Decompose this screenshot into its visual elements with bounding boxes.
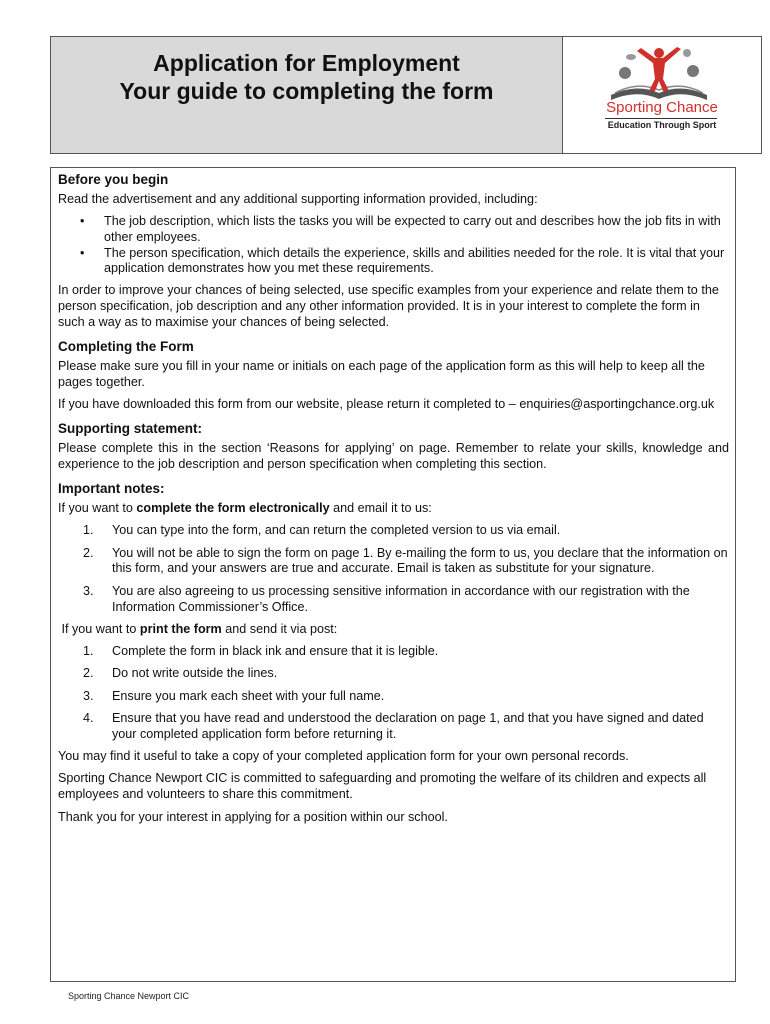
completing-paragraph-1: Please make sure you fill in your name or initials on each page of the application form as this will help to keep all the pages together. <box>58 358 705 389</box>
logo-divider <box>605 118 717 119</box>
commitment-note: Sporting Chance Newport CIC is committed to safeguarding and promoting the welfare of its children and expects all employees and volunteers to share this commitment. <box>58 771 707 802</box>
print-intro: If you want to print the form and send it via post: <box>58 621 338 636</box>
page-footer: Sporting Chance Newport CIC <box>68 991 190 1001</box>
list-item: 4. Ensure that you have read and understood the declaration on page 1, and that you have signed and dated your completed application form before returning it. <box>83 711 704 741</box>
logo <box>563 37 761 153</box>
list-item: 1. You can type into the form, and can return the completed version to us via email. <box>83 523 561 538</box>
list-item: 2. You will not be able to sign the form on page 1. By e-mailing the form to us, you declare that the information on this form, and your answers are true and accurate. Email is taken as substitute for your signature. <box>83 545 728 576</box>
before-bullet-list <box>58 214 729 277</box>
print-emphasis: print the form <box>139 621 222 636</box>
logo-name: Sporting Chance <box>606 99 718 116</box>
list-item: 1. Complete the form in black ink and ensure that it is legible. <box>83 644 439 659</box>
thanks-note: Thank you for your interest in applying for a position within our school. <box>58 809 448 824</box>
bullet-icon: • <box>80 214 85 229</box>
electronic-emphasis: complete the form electronically <box>136 501 330 516</box>
electronic-intro: If you want to complete the form electronically and email it to us: <box>58 501 432 516</box>
header-title-cell <box>51 37 563 153</box>
supporting-paragraph: Please complete this in the section ‘Reasons for applying’ on page. Remember to relate your skills, knowledge and experience to the job description and person specification when completing this section. <box>58 441 729 471</box>
list-item: 3. Ensure you mark each sheet with your full name. <box>83 688 385 703</box>
sporting-chance-logo-icon <box>597 43 721 103</box>
copy-note: You may find it useful to take a copy of your completed application form for your own personal records. <box>58 749 629 764</box>
page-title: Application for Employment <box>153 50 460 76</box>
before-closing: In order to improve your chances of being selected, use specific examples from your experience and relate them to the person specification, job description and any other information provided. It is in your interest to complete the form in such a way as to maximise your chances of being selected. <box>58 283 719 329</box>
document-header <box>50 36 762 154</box>
guide-content <box>50 167 736 982</box>
notes-heading: Important notes: <box>58 481 165 497</box>
page-subtitle: Your guide to completing the form <box>119 78 494 104</box>
list-item: • The job description, which lists the tasks you will be expected to carry out and describes how the job fits in with other employees. <box>80 214 721 244</box>
list-item: 3. You are also agreeing to us processing sensitive information in accordance with our registration with the Information Commissioner’s Office. <box>83 583 690 614</box>
bullet-icon: • <box>80 245 85 260</box>
list-item: • The person specification, which details the experience, skills and abilities needed for the role. It is vital that your application demonstrates how you met these requirements. <box>80 245 725 276</box>
completing-heading: Completing the Form <box>58 339 194 355</box>
list-item: 2. Do not write outside the lines. <box>83 666 278 681</box>
before-intro: Read the advertisement and any additional supporting information provided, including: <box>58 191 538 206</box>
logo-tagline: Education Through Sport <box>607 120 717 130</box>
before-heading: Before you begin <box>58 172 169 187</box>
supporting-heading: Supporting statement: <box>58 421 202 437</box>
electronic-list <box>58 523 729 615</box>
print-list <box>58 644 729 742</box>
completing-paragraph-2: If you have downloaded this form from our website, please return it completed to – enquiries@asportingchance.org.uk <box>58 397 715 412</box>
